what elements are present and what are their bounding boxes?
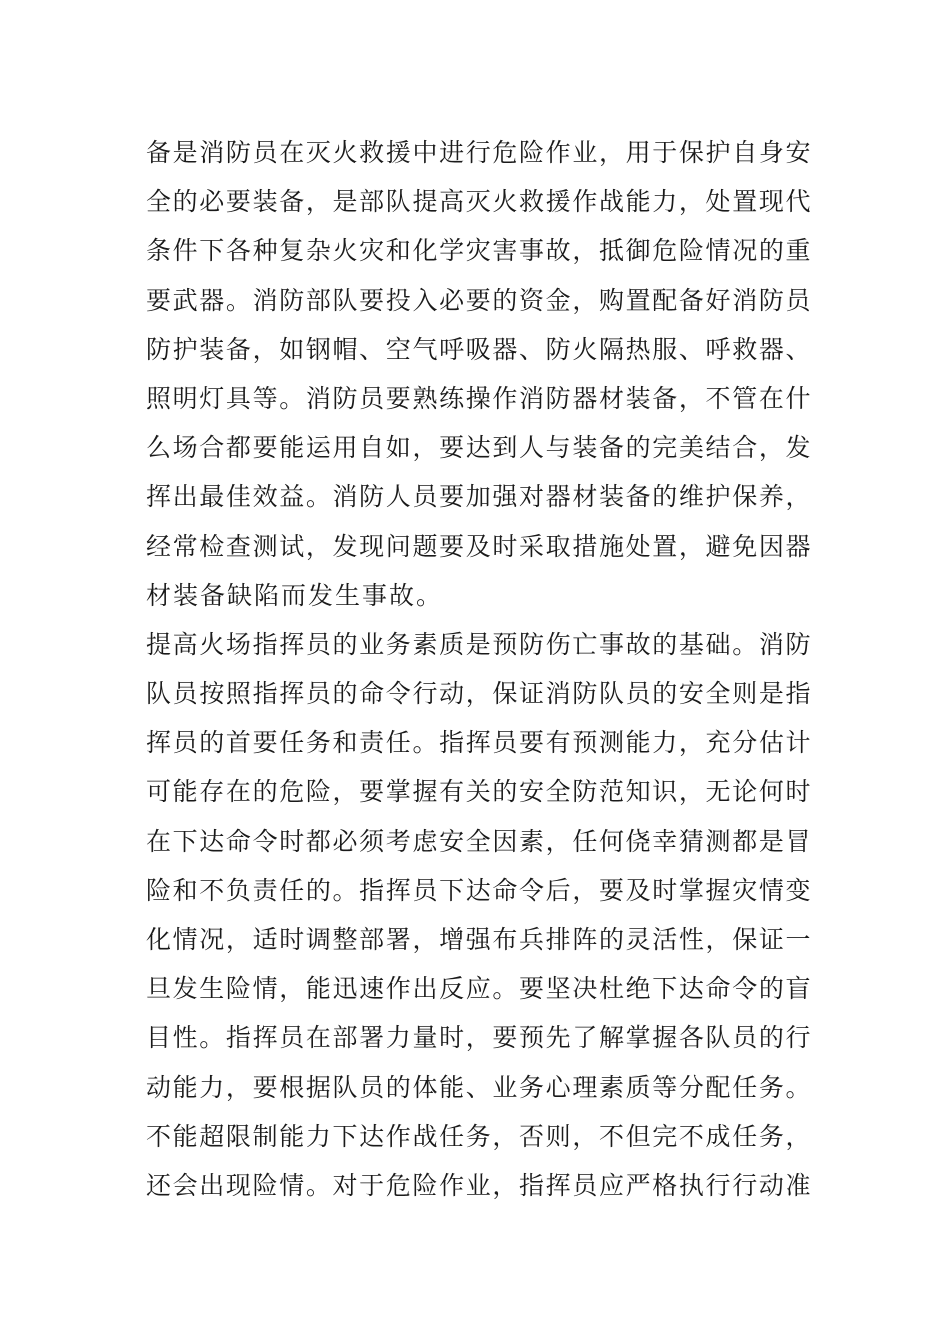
text-line: 挥出最佳效益。消防人员要加强对器材装备的维护保养， [146,482,811,512]
text-line: 防护装备，如钢帽、空气呼吸器、防火隔热服、呼救器、 [146,334,811,364]
text-line: 化情况，适时调整部署，增强布兵排阵的灵活性，保证一 [146,925,811,954]
text-line: 全的必要装备，是部队提高灭火救援作战能力，处置现代 [146,187,811,217]
text-line: 条件下各种复杂火灾和化学灾害事故，抵御危险情况的重 [146,236,811,266]
text-line: 提高火场指挥员的业务素质是预防伤亡事故的基础。消防 [146,629,811,659]
text-line: 旦发生险情，能迅速作出反应。要坚决杜绝下达命令的盲 [146,974,811,1004]
text-line: 要武器。消防部队要投入必要的资金，购置配备好消防员 [146,285,811,315]
document-body [146,128,811,1210]
text-line: 目性。指挥员在部署力量时，要预先了解掌握各队员的行 [146,1023,811,1053]
text-line: 在下达命令时都必须考虑安全因素，任何侥幸猜测都是冒 [146,826,811,856]
text-line: 备是消防员在灭火救援中进行危险作业，用于保护自身安 [146,138,811,167]
text-line: 还会出现险情。对于危险作业，指挥员应严格执行行动准 [146,1170,811,1200]
text-line: 可能存在的危险，要掌握有关的安全防范知识，无论何时 [146,777,811,807]
text-line: 照明灯具等。消防员要熟练操作消防器材装备，不管在什 [146,383,811,413]
text-line: 材装备缺陷而发生事故。 [146,580,444,610]
text-line: 经常检查测试，发现问题要及时采取措施处置，避免因器 [146,531,811,561]
text-line: 么场合都要能运用自如，要达到人与装备的完美结合，发 [146,433,811,463]
text-line: 队员按照指挥员的命令行动，保证消防队员的安全则是指 [146,679,811,709]
text-line: 动能力，要根据队员的体能、业务心理素质等分配任务。 [146,1072,811,1102]
text-line: 挥员的首要任务和责任。指挥员要有预测能力，充分估计 [146,728,811,758]
text-line: 险和不负责任的。指挥员下达命令后，要及时掌握灾情变 [146,875,811,905]
text-line: 不能超限制能力下达作战任务，否则，不但完不成任务， [146,1121,811,1151]
